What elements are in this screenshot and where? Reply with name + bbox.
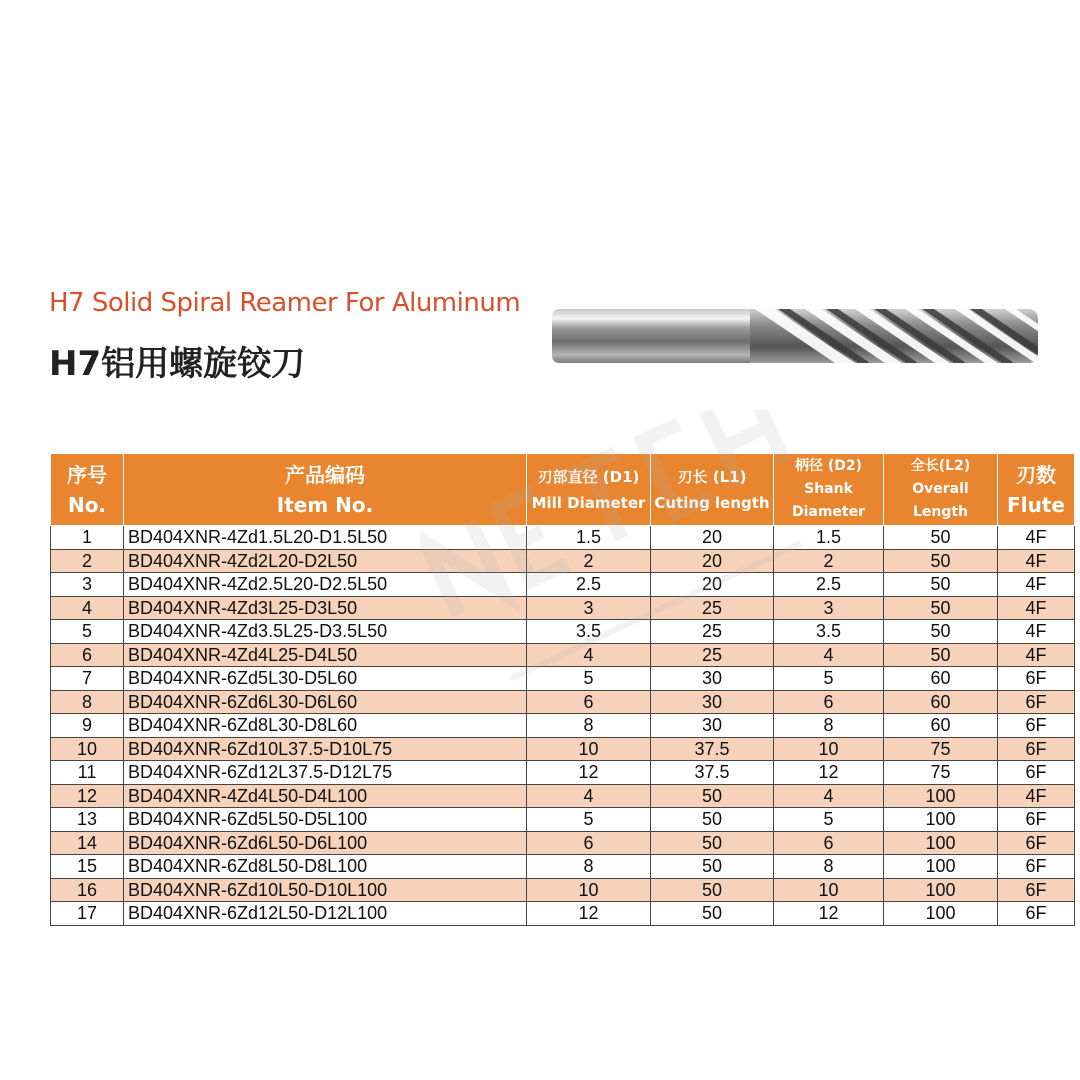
cell-mill-diameter: 5 xyxy=(527,808,651,832)
cell-cutting-length: 30 xyxy=(651,667,774,691)
cell-no: 8 xyxy=(51,690,124,714)
header-shank-diameter-en2: Diameter xyxy=(791,504,866,520)
table-row xyxy=(51,690,1075,714)
header-overall-length-en2: Length xyxy=(912,504,969,520)
table-row xyxy=(51,714,1075,738)
cell-no: 2 xyxy=(51,549,124,573)
table-row xyxy=(51,831,1075,855)
cell-flute: 4F xyxy=(998,549,1075,573)
cell-flute: 4F xyxy=(998,620,1075,644)
cell-no: 12 xyxy=(51,784,124,808)
cell-mill-diameter: 6 xyxy=(527,690,651,714)
cell-overall-length: 75 xyxy=(884,761,998,785)
header-mill-diameter xyxy=(527,454,651,526)
cell-flute: 4F xyxy=(998,643,1075,667)
cell-cutting-length: 50 xyxy=(651,808,774,832)
table-row xyxy=(51,784,1075,808)
cell-mill-diameter: 12 xyxy=(527,761,651,785)
table-row xyxy=(51,808,1075,832)
cell-cutting-length: 20 xyxy=(651,526,774,550)
cell-mill-diameter: 5 xyxy=(527,667,651,691)
cell-shank-diameter: 3.5 xyxy=(774,620,884,644)
cell-shank-diameter: 2 xyxy=(774,549,884,573)
cell-mill-diameter: 2 xyxy=(527,549,651,573)
cell-flute: 6F xyxy=(998,690,1075,714)
cell-cutting-length: 50 xyxy=(651,878,774,902)
cell-no: 10 xyxy=(51,737,124,761)
cell-mill-diameter: 6 xyxy=(527,831,651,855)
cell-item-no: BD404XNR-4Zd1.5L20-D1.5L50 xyxy=(124,526,527,550)
cell-mill-diameter: 8 xyxy=(527,855,651,879)
cell-overall-length: 50 xyxy=(884,526,998,550)
cell-flute: 6F xyxy=(998,667,1075,691)
cell-item-no: BD404XNR-6Zd6L30-D6L60 xyxy=(124,690,527,714)
table-row xyxy=(51,667,1075,691)
cell-shank-diameter: 3 xyxy=(774,596,884,620)
cell-item-no: BD404XNR-6Zd6L50-D6L100 xyxy=(124,831,527,855)
cell-cutting-length: 37.5 xyxy=(651,761,774,785)
header-overall-length-en1: Overall xyxy=(912,481,969,497)
header-overall-length xyxy=(884,454,998,526)
cell-overall-length: 60 xyxy=(884,690,998,714)
cell-no: 5 xyxy=(51,620,124,644)
cell-no: 6 xyxy=(51,643,124,667)
header-cutting-length-en: Cuting length xyxy=(654,493,770,512)
cell-cutting-length: 50 xyxy=(651,784,774,808)
cell-overall-length: 50 xyxy=(884,643,998,667)
cell-item-no: BD404XNR-6Zd12L37.5-D12L75 xyxy=(124,761,527,785)
header-shank-diameter-cn: 柄径 (D2) xyxy=(794,458,863,474)
cell-mill-diameter: 3 xyxy=(527,596,651,620)
cell-cutting-length: 25 xyxy=(651,596,774,620)
header-item-no-en: Item No. xyxy=(276,492,374,517)
table-row xyxy=(51,878,1075,902)
cell-cutting-length: 25 xyxy=(651,620,774,644)
cell-no: 1 xyxy=(51,526,124,550)
cell-no: 9 xyxy=(51,714,124,738)
cell-overall-length: 100 xyxy=(884,808,998,832)
cell-cutting-length: 20 xyxy=(651,549,774,573)
cell-overall-length: 50 xyxy=(884,596,998,620)
cell-overall-length: 60 xyxy=(884,714,998,738)
cell-no: 17 xyxy=(51,902,124,926)
cell-mill-diameter: 3.5 xyxy=(527,620,651,644)
cell-flute: 6F xyxy=(998,855,1075,879)
cell-mill-diameter: 4 xyxy=(527,784,651,808)
cell-mill-diameter: 2.5 xyxy=(527,573,651,597)
cell-mill-diameter: 8 xyxy=(527,714,651,738)
cell-item-no: BD404XNR-6Zd12L50-D12L100 xyxy=(124,902,527,926)
cell-flute: 4F xyxy=(998,596,1075,620)
header-flute-cn: 刃数 xyxy=(1016,462,1056,487)
header-item-no-cn: 产品编码 xyxy=(285,462,365,487)
cell-cutting-length: 30 xyxy=(651,714,774,738)
cell-item-no: BD404XNR-4Zd3L25-D3L50 xyxy=(124,596,527,620)
cell-shank-diameter: 5 xyxy=(774,808,884,832)
cell-item-no: BD404XNR-6Zd8L50-D8L100 xyxy=(124,855,527,879)
table-row xyxy=(51,549,1075,573)
cell-mill-diameter: 10 xyxy=(527,878,651,902)
cell-overall-length: 100 xyxy=(884,855,998,879)
cell-overall-length: 50 xyxy=(884,620,998,644)
cell-overall-length: 100 xyxy=(884,902,998,926)
table-row xyxy=(51,737,1075,761)
table-row xyxy=(51,643,1075,667)
cell-shank-diameter: 8 xyxy=(774,714,884,738)
cell-overall-length: 60 xyxy=(884,667,998,691)
cell-shank-diameter: 2.5 xyxy=(774,573,884,597)
cell-shank-diameter: 1.5 xyxy=(774,526,884,550)
cell-shank-diameter: 8 xyxy=(774,855,884,879)
cell-shank-diameter: 4 xyxy=(774,643,884,667)
table-header-row xyxy=(51,454,1075,526)
cell-item-no: BD404XNR-6Zd5L50-D5L100 xyxy=(124,808,527,832)
product-title-chinese: H7铝用螺旋铰刀 xyxy=(49,344,306,384)
cell-no: 15 xyxy=(51,855,124,879)
table-row xyxy=(51,902,1075,926)
header-item-no xyxy=(124,454,527,526)
header-cutting-length-cn: 刃长 (L1) xyxy=(677,467,747,486)
cell-flute: 4F xyxy=(998,573,1075,597)
cell-cutting-length: 37.5 xyxy=(651,737,774,761)
header-mill-diameter-en: Mill Diameter xyxy=(531,493,646,512)
cell-mill-diameter: 1.5 xyxy=(527,526,651,550)
header-no-en: No. xyxy=(67,492,107,517)
cell-item-no: BD404XNR-6Zd10L37.5-D10L75 xyxy=(124,737,527,761)
cell-cutting-length: 50 xyxy=(651,831,774,855)
cell-item-no: BD404XNR-4Zd4L50-D4L100 xyxy=(124,784,527,808)
cell-shank-diameter: 6 xyxy=(774,690,884,714)
cell-cutting-length: 50 xyxy=(651,902,774,926)
cell-overall-length: 100 xyxy=(884,784,998,808)
cell-overall-length: 75 xyxy=(884,737,998,761)
cell-cutting-length: 25 xyxy=(651,643,774,667)
cell-no: 11 xyxy=(51,761,124,785)
cell-shank-diameter: 5 xyxy=(774,667,884,691)
cell-flute: 6F xyxy=(998,737,1075,761)
cell-shank-diameter: 10 xyxy=(774,737,884,761)
cell-flute: 6F xyxy=(998,808,1075,832)
cell-no: 14 xyxy=(51,831,124,855)
table-row xyxy=(51,573,1075,597)
header-shank-diameter-en1: Shank xyxy=(804,481,853,497)
cell-flute: 6F xyxy=(998,831,1075,855)
header-no-cn: 序号 xyxy=(67,462,107,487)
cell-flute: 6F xyxy=(998,902,1075,926)
table-row xyxy=(51,855,1075,879)
cell-flute: 6F xyxy=(998,878,1075,902)
cell-cutting-length: 20 xyxy=(651,573,774,597)
cell-item-no: BD404XNR-4Zd4L25-D4L50 xyxy=(124,643,527,667)
spec-table xyxy=(50,453,1075,926)
header-mill-diameter-cn: 刃部直径 (D1) xyxy=(537,467,640,486)
cell-shank-diameter: 6 xyxy=(774,831,884,855)
cell-shank-diameter: 4 xyxy=(774,784,884,808)
cell-flute: 4F xyxy=(998,784,1075,808)
cell-no: 16 xyxy=(51,878,124,902)
cell-item-no: BD404XNR-4Zd3.5L25-D3.5L50 xyxy=(124,620,527,644)
cell-no: 13 xyxy=(51,808,124,832)
cell-shank-diameter: 10 xyxy=(774,878,884,902)
cell-overall-length: 50 xyxy=(884,573,998,597)
spiral-reamer-image xyxy=(550,300,1040,372)
cell-overall-length: 50 xyxy=(884,549,998,573)
cell-no: 4 xyxy=(51,596,124,620)
cell-item-no: BD404XNR-6Zd8L30-D8L60 xyxy=(124,714,527,738)
spec-table-body xyxy=(51,526,1075,926)
cell-mill-diameter: 4 xyxy=(527,643,651,667)
cell-overall-length: 100 xyxy=(884,831,998,855)
cell-flute: 6F xyxy=(998,761,1075,785)
cell-item-no: BD404XNR-4Zd2.5L20-D2.5L50 xyxy=(124,573,527,597)
cell-no: 3 xyxy=(51,573,124,597)
cell-item-no: BD404XNR-6Zd5L30-D5L60 xyxy=(124,667,527,691)
cell-item-no: BD404XNR-6Zd10L50-D10L100 xyxy=(124,878,527,902)
header-shank-diameter xyxy=(774,454,884,526)
cell-flute: 6F xyxy=(998,714,1075,738)
header-no xyxy=(51,454,124,526)
header-flute-en: Flute xyxy=(1007,492,1065,517)
table-row xyxy=(51,761,1075,785)
cell-flute: 4F xyxy=(998,526,1075,550)
cell-item-no: BD404XNR-4Zd2L20-D2L50 xyxy=(124,549,527,573)
header-cutting-length xyxy=(651,454,774,526)
table-row xyxy=(51,596,1075,620)
cell-no: 7 xyxy=(51,667,124,691)
cell-overall-length: 100 xyxy=(884,878,998,902)
header-flute xyxy=(998,454,1075,526)
cell-cutting-length: 30 xyxy=(651,690,774,714)
cell-shank-diameter: 12 xyxy=(774,761,884,785)
table-row xyxy=(51,526,1075,550)
cell-shank-diameter: 12 xyxy=(774,902,884,926)
header-overall-length-cn: 全长(L2) xyxy=(910,458,971,474)
cell-mill-diameter: 12 xyxy=(527,902,651,926)
product-title-english: H7 Solid Spiral Reamer For Aluminum xyxy=(49,288,521,318)
table-row xyxy=(51,620,1075,644)
cell-mill-diameter: 10 xyxy=(527,737,651,761)
cell-cutting-length: 50 xyxy=(651,855,774,879)
